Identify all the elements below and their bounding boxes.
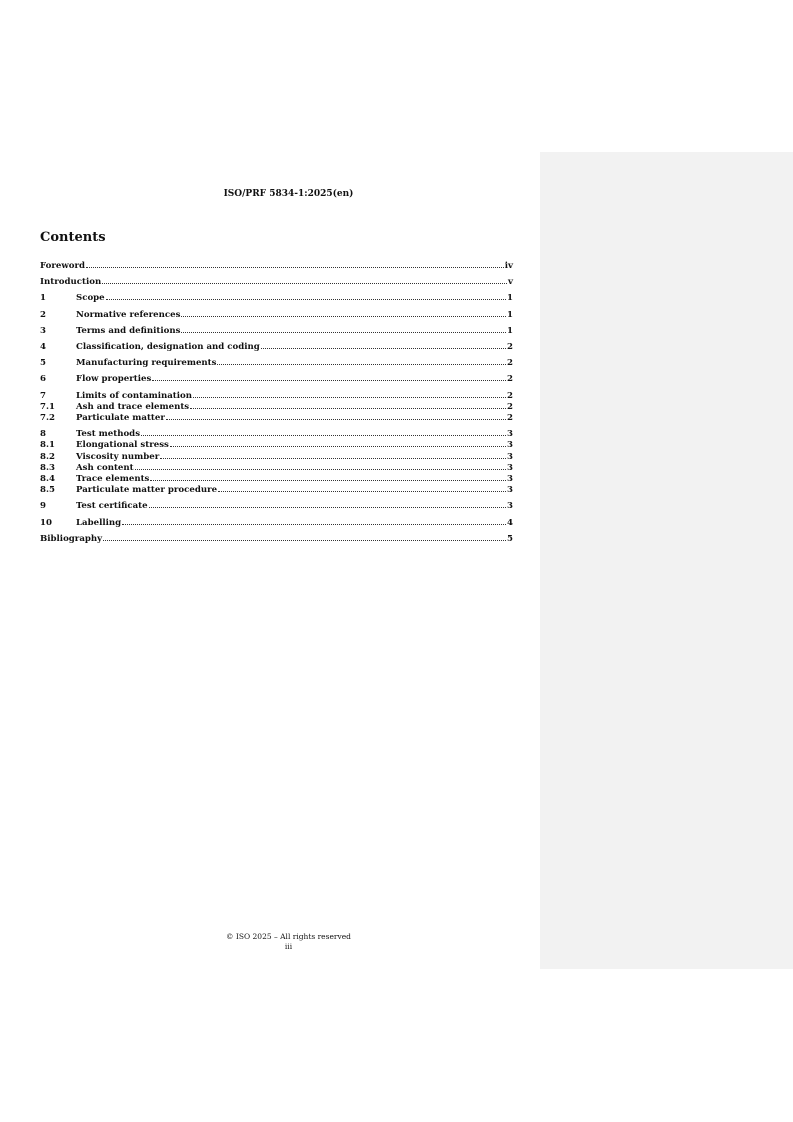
toc-dot-leader xyxy=(150,473,506,481)
toc-entry-page: v xyxy=(508,277,513,288)
toc-entry-page: 4 xyxy=(507,517,513,528)
toc-entry-page: 1 xyxy=(507,293,513,304)
toc-entry-page: 2 xyxy=(507,342,513,353)
toc-entry[interactable] xyxy=(40,533,513,544)
toc-entry[interactable] xyxy=(40,412,513,423)
toc-entry[interactable] xyxy=(40,462,513,473)
toc-entry[interactable] xyxy=(40,292,513,303)
toc-dot-leader xyxy=(166,412,506,420)
toc-entry-title: Particulate matter procedure xyxy=(76,485,218,496)
toc-entry-title: Trace elements xyxy=(76,474,150,485)
toc-entry-page: 3 xyxy=(507,429,513,440)
toc-dot-leader xyxy=(103,533,506,541)
toc-dot-leader xyxy=(149,500,506,508)
toc-dot-leader xyxy=(181,309,506,317)
toc-entry-number: 8 xyxy=(40,429,46,440)
toc-entry-title: Flow properties xyxy=(76,374,152,385)
toc-entry-title: Test methods xyxy=(76,429,141,440)
toc-entry-title: Classification, designation and coding xyxy=(76,342,260,353)
toc-entry[interactable] xyxy=(40,309,513,320)
toc-entry-title: Normative references xyxy=(76,309,181,320)
contents-heading: Contents xyxy=(40,230,106,245)
table-of-contents xyxy=(40,260,513,544)
toc-entry-title: Manufacturing requirements xyxy=(76,358,217,369)
toc-entry[interactable] xyxy=(40,451,513,462)
toc-entry[interactable] xyxy=(40,428,513,439)
toc-entry-number: 8.3 xyxy=(40,462,55,473)
toc-entry-number: 6 xyxy=(40,374,46,385)
toc-entry-page: 3 xyxy=(507,462,513,473)
toc-dot-leader xyxy=(170,439,506,447)
toc-dot-leader xyxy=(152,373,506,381)
toc-entry-number: 8.2 xyxy=(40,451,55,462)
page-number: iii xyxy=(284,942,293,951)
toc-entry-page: 3 xyxy=(507,485,513,496)
toc-entry[interactable] xyxy=(40,517,513,528)
toc-entry[interactable] xyxy=(40,439,513,450)
toc-entry-title: Test certificate xyxy=(76,501,148,512)
toc-entry[interactable] xyxy=(40,390,513,401)
toc-entry-page: 3 xyxy=(507,451,513,462)
toc-dot-leader xyxy=(181,325,506,333)
toc-dot-leader xyxy=(261,341,506,349)
toc-entry-title: Elongational stress xyxy=(76,440,169,451)
toc-entry-page: 1 xyxy=(507,309,513,320)
toc-dot-leader xyxy=(122,517,506,525)
toc-entry-number: 8.5 xyxy=(40,485,55,496)
toc-entry-page: 3 xyxy=(507,440,513,451)
toc-entry-title: Terms and definitions xyxy=(76,325,181,336)
toc-entry[interactable] xyxy=(40,260,513,271)
toc-entry-number: 9 xyxy=(40,501,46,512)
toc-entry-title: Introduction xyxy=(40,277,102,288)
toc-entry[interactable] xyxy=(40,357,513,368)
toc-entry-number: 8.4 xyxy=(40,474,55,485)
toc-entry[interactable] xyxy=(40,500,513,511)
toc-entry-title: Foreword xyxy=(40,261,86,271)
toc-entry-title: Viscosity number xyxy=(76,451,160,462)
toc-entry-page: 2 xyxy=(507,390,513,401)
toc-dot-leader xyxy=(160,451,506,459)
toc-entry-number: 5 xyxy=(40,358,46,369)
toc-entry-number: 10 xyxy=(40,517,52,528)
toc-dot-leader xyxy=(102,276,507,284)
toc-entry-title: Particulate matter xyxy=(76,413,165,424)
toc-entry-title: Limits of contamination xyxy=(76,390,193,401)
toc-entry-number: 1 xyxy=(40,293,46,304)
toc-entry-number: 4 xyxy=(40,342,46,353)
toc-entry-page: 2 xyxy=(507,374,513,385)
toc-entry[interactable] xyxy=(40,341,513,352)
toc-entry[interactable] xyxy=(40,401,513,412)
toc-entry-title: Bibliography xyxy=(40,533,103,544)
toc-entry-number: 3 xyxy=(40,325,46,336)
toc-entry-number: 8.1 xyxy=(40,440,55,451)
toc-dot-leader xyxy=(141,428,506,436)
toc-entry-title: Scope xyxy=(76,293,105,304)
toc-entry[interactable] xyxy=(40,473,513,484)
toc-entry-page: 1 xyxy=(507,325,513,336)
toc-entry-number: 7 xyxy=(40,390,46,401)
toc-entry-title: Labelling xyxy=(76,517,122,528)
toc-entry-number: 7.1 xyxy=(40,401,55,412)
toc-entry[interactable] xyxy=(40,373,513,384)
toc-entry-page: iv xyxy=(504,261,513,271)
toc-dot-leader xyxy=(135,462,506,470)
toc-entry[interactable] xyxy=(40,325,513,336)
toc-entry-title: Ash content xyxy=(76,462,134,473)
toc-entry-page: 2 xyxy=(507,358,513,369)
toc-dot-leader xyxy=(86,260,504,268)
toc-entry-page: 5 xyxy=(507,533,513,544)
toc-entry-page: 3 xyxy=(507,474,513,485)
toc-entry-number: 2 xyxy=(40,309,46,320)
toc-dot-leader xyxy=(190,401,506,409)
toc-dot-leader xyxy=(218,484,506,492)
toc-dot-leader xyxy=(193,390,506,398)
toc-entry-page: 2 xyxy=(507,401,513,412)
document-id-header: ISO/PRF 5834-1:2025(en) xyxy=(223,189,354,199)
toc-entry-page: 2 xyxy=(507,413,513,424)
toc-dot-leader xyxy=(217,357,506,365)
toc-entry-number: 7.2 xyxy=(40,413,55,424)
toc-entry[interactable] xyxy=(40,484,513,495)
toc-dot-leader xyxy=(106,292,506,300)
comment-pane xyxy=(540,152,793,969)
toc-entry[interactable] xyxy=(40,276,513,287)
page-footer xyxy=(0,932,577,952)
copyright-notice: © ISO 2025 – All rights reserved xyxy=(226,932,351,941)
toc-entry-page: 3 xyxy=(507,501,513,512)
toc-entry-title: Ash and trace elements xyxy=(76,401,190,412)
